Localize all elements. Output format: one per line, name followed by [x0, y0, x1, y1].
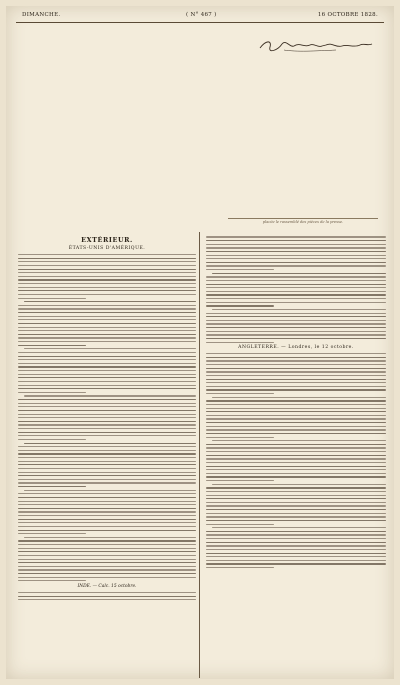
- text-line: [206, 509, 386, 510]
- text-line: [18, 345, 86, 346]
- article-body-etats-unis: [18, 254, 196, 581]
- text-line: [206, 382, 386, 383]
- text-line: [18, 279, 196, 280]
- text-line: [18, 493, 196, 494]
- text-line: [206, 458, 386, 459]
- text-line: [18, 269, 196, 270]
- text-line: [206, 429, 386, 430]
- text-line: [206, 549, 386, 550]
- text-line: [18, 334, 196, 335]
- text-line: [206, 331, 386, 332]
- page-header: [16, 10, 384, 23]
- text-line: [18, 290, 196, 291]
- text-line: [18, 475, 196, 476]
- text-line: [24, 490, 196, 491]
- text-line: [18, 352, 196, 353]
- text-line: [206, 251, 386, 252]
- text-line: [206, 553, 386, 554]
- text-line: [206, 334, 386, 335]
- text-line: [18, 399, 196, 400]
- handwritten-signature-icon: [256, 36, 376, 54]
- text-line: [206, 516, 386, 517]
- text-line: [18, 439, 86, 440]
- text-line: [18, 356, 196, 357]
- text-line: [206, 265, 386, 266]
- text-line: [18, 258, 196, 259]
- right-column: [206, 234, 386, 571]
- text-line: [206, 563, 386, 564]
- text-line: [206, 404, 386, 405]
- text-line: [18, 421, 196, 422]
- text-line: [206, 538, 386, 539]
- text-line: [18, 363, 196, 364]
- text-line: [206, 305, 274, 306]
- text-line: [18, 287, 196, 288]
- text-line: [18, 410, 196, 411]
- text-line: [18, 519, 196, 520]
- text-line: [206, 379, 386, 380]
- text-line: [206, 524, 274, 525]
- column-divider: [199, 232, 200, 678]
- text-line: [206, 534, 386, 535]
- newspaper-page: [6, 6, 394, 679]
- text-line: [206, 276, 386, 277]
- text-line: [18, 457, 196, 458]
- text-line: [206, 415, 386, 416]
- left-column: [18, 234, 196, 603]
- text-line: [206, 302, 386, 303]
- text-line: [18, 533, 86, 534]
- text-line: [18, 294, 196, 295]
- text-line: [18, 254, 196, 255]
- text-line: [206, 269, 274, 270]
- text-line: [206, 447, 386, 448]
- text-line: [206, 560, 386, 561]
- text-line: [18, 298, 86, 299]
- text-line: [206, 316, 386, 317]
- text-line: [206, 364, 386, 365]
- text-line: [206, 357, 386, 358]
- text-line: [206, 389, 386, 390]
- text-line: [206, 531, 386, 532]
- text-line: [206, 433, 386, 434]
- text-line: [18, 511, 196, 512]
- text-line: [212, 527, 386, 528]
- text-line: [18, 453, 196, 454]
- text-line: [206, 411, 386, 412]
- text-line: [206, 353, 386, 354]
- text-line: [18, 461, 196, 462]
- text-line: [18, 573, 196, 574]
- text-line: [206, 327, 386, 328]
- text-line: [206, 320, 386, 321]
- text-line: [24, 537, 196, 538]
- text-line: [206, 502, 386, 503]
- article-body-angleterre: [206, 353, 386, 568]
- text-line: [18, 504, 196, 505]
- text-line: [206, 491, 386, 492]
- text-line: [18, 468, 196, 469]
- text-line: [206, 236, 386, 237]
- text-line: [206, 444, 386, 445]
- text-line: [18, 450, 196, 451]
- text-line: [206, 371, 386, 372]
- text-line: [18, 323, 196, 324]
- text-line: [212, 440, 386, 441]
- text-line: [24, 348, 196, 349]
- text-line: [206, 280, 386, 281]
- text-line: [206, 422, 386, 423]
- text-line: [18, 435, 196, 436]
- text-line: [24, 395, 196, 396]
- text-line: [206, 375, 386, 376]
- text-line: [206, 426, 386, 427]
- text-line: [18, 366, 196, 367]
- text-line: [206, 291, 386, 292]
- text-line: [212, 397, 386, 398]
- article-body-inde: [18, 592, 196, 600]
- text-line: [18, 526, 196, 527]
- text-line: [206, 368, 386, 369]
- text-line: [18, 446, 196, 447]
- text-line: [18, 417, 196, 418]
- text-line: [206, 556, 386, 557]
- text-line: [206, 476, 386, 477]
- text-line: [18, 316, 196, 317]
- text-line: [206, 400, 386, 401]
- text-line: [18, 580, 86, 581]
- text-line: [206, 473, 386, 474]
- text-line: [212, 484, 386, 485]
- text-line: [206, 255, 386, 256]
- text-line: [18, 501, 196, 502]
- text-line: [18, 472, 196, 473]
- text-line: [18, 359, 196, 360]
- text-line: [18, 308, 196, 309]
- text-line: [18, 596, 196, 597]
- text-line: [206, 258, 386, 259]
- text-line: [206, 451, 386, 452]
- text-line: [18, 599, 196, 600]
- text-line: [206, 495, 386, 496]
- text-line: [206, 244, 386, 245]
- text-line: [18, 515, 196, 516]
- text-line: [18, 464, 196, 465]
- text-line: [18, 544, 196, 545]
- text-line: [212, 309, 386, 310]
- article-body-continued: [206, 236, 386, 342]
- text-line: [18, 312, 196, 313]
- text-line: [212, 273, 386, 274]
- text-line: [206, 313, 386, 314]
- text-line: [18, 370, 196, 371]
- text-line: [24, 443, 196, 444]
- archive-note: placée le rassemblé des pièces de la presse.: [228, 218, 378, 224]
- text-line: [206, 480, 274, 481]
- text-line: [18, 330, 196, 331]
- text-line: [18, 540, 196, 541]
- dateline-inde: INDE. — Calc. 15 octobre.: [77, 584, 137, 590]
- text-line: [206, 408, 386, 409]
- text-line: [206, 298, 386, 299]
- text-line: [18, 569, 196, 570]
- text-line: [206, 262, 386, 263]
- text-line: [18, 305, 196, 306]
- text-line: [18, 392, 86, 393]
- text-line: [18, 381, 196, 382]
- text-line: [18, 559, 196, 560]
- text-line: [206, 247, 386, 248]
- text-line: [18, 388, 196, 389]
- text-line: [206, 466, 386, 467]
- text-line: [18, 265, 196, 266]
- text-line: [206, 240, 386, 241]
- text-line: [206, 462, 386, 463]
- text-line: [206, 567, 274, 568]
- text-line: [206, 437, 274, 438]
- text-line: [24, 301, 196, 302]
- text-line: [18, 577, 196, 578]
- text-line: [206, 513, 386, 514]
- text-line: [206, 487, 386, 488]
- text-line: [206, 418, 386, 419]
- text-line: [206, 469, 386, 470]
- text-line: [18, 424, 196, 425]
- text-line: [18, 486, 86, 487]
- text-line: [206, 393, 274, 394]
- text-line: [18, 479, 196, 480]
- text-line: [18, 530, 196, 531]
- subsection-title-etats-unis: ÉTATS-UNIS D'AMÉRIQUE.: [68, 246, 146, 251]
- header-issue-number: ( N° 467 ): [186, 12, 217, 18]
- text-line: [206, 284, 386, 285]
- text-line: [206, 342, 274, 343]
- text-line: [206, 287, 386, 288]
- text-line: [18, 261, 196, 262]
- text-line: [206, 386, 386, 387]
- text-line: [206, 455, 386, 456]
- text-line: [206, 542, 386, 543]
- text-line: [206, 323, 386, 324]
- text-line: [18, 592, 196, 593]
- text-line: [18, 272, 196, 273]
- subsection-title-angleterre: ANGLETERRE. — Londres, le 12 octobre.: [238, 345, 354, 351]
- text-line: [18, 377, 196, 378]
- text-line: [18, 566, 196, 567]
- text-line: [206, 505, 386, 506]
- text-line: [206, 498, 386, 499]
- text-line: [18, 428, 196, 429]
- text-line: [18, 337, 196, 338]
- text-line: [18, 562, 196, 563]
- text-line: [18, 403, 196, 404]
- text-line: [206, 338, 386, 339]
- text-line: [18, 497, 196, 498]
- header-date: 16 OCTOBRE 1828.: [317, 12, 378, 18]
- text-line: [18, 341, 196, 342]
- text-line: [206, 360, 386, 361]
- text-line: [18, 548, 196, 549]
- header-day: DIMANCHE.: [22, 12, 61, 18]
- text-line: [18, 319, 196, 320]
- text-line: [18, 432, 196, 433]
- text-line: [18, 327, 196, 328]
- text-line: [206, 520, 386, 521]
- text-line: [18, 508, 196, 509]
- text-line: [18, 406, 196, 407]
- text-line: [18, 385, 196, 386]
- text-line: [18, 374, 196, 375]
- section-title-exterieur: EXTÉRIEUR.: [81, 236, 133, 244]
- text-line: [18, 283, 196, 284]
- text-line: [18, 522, 196, 523]
- text-line: [18, 414, 196, 415]
- text-line: [206, 294, 386, 295]
- text-line: [18, 276, 196, 277]
- text-line: [18, 555, 196, 556]
- text-line: [206, 545, 386, 546]
- text-line: [18, 482, 196, 483]
- text-line: [18, 551, 196, 552]
